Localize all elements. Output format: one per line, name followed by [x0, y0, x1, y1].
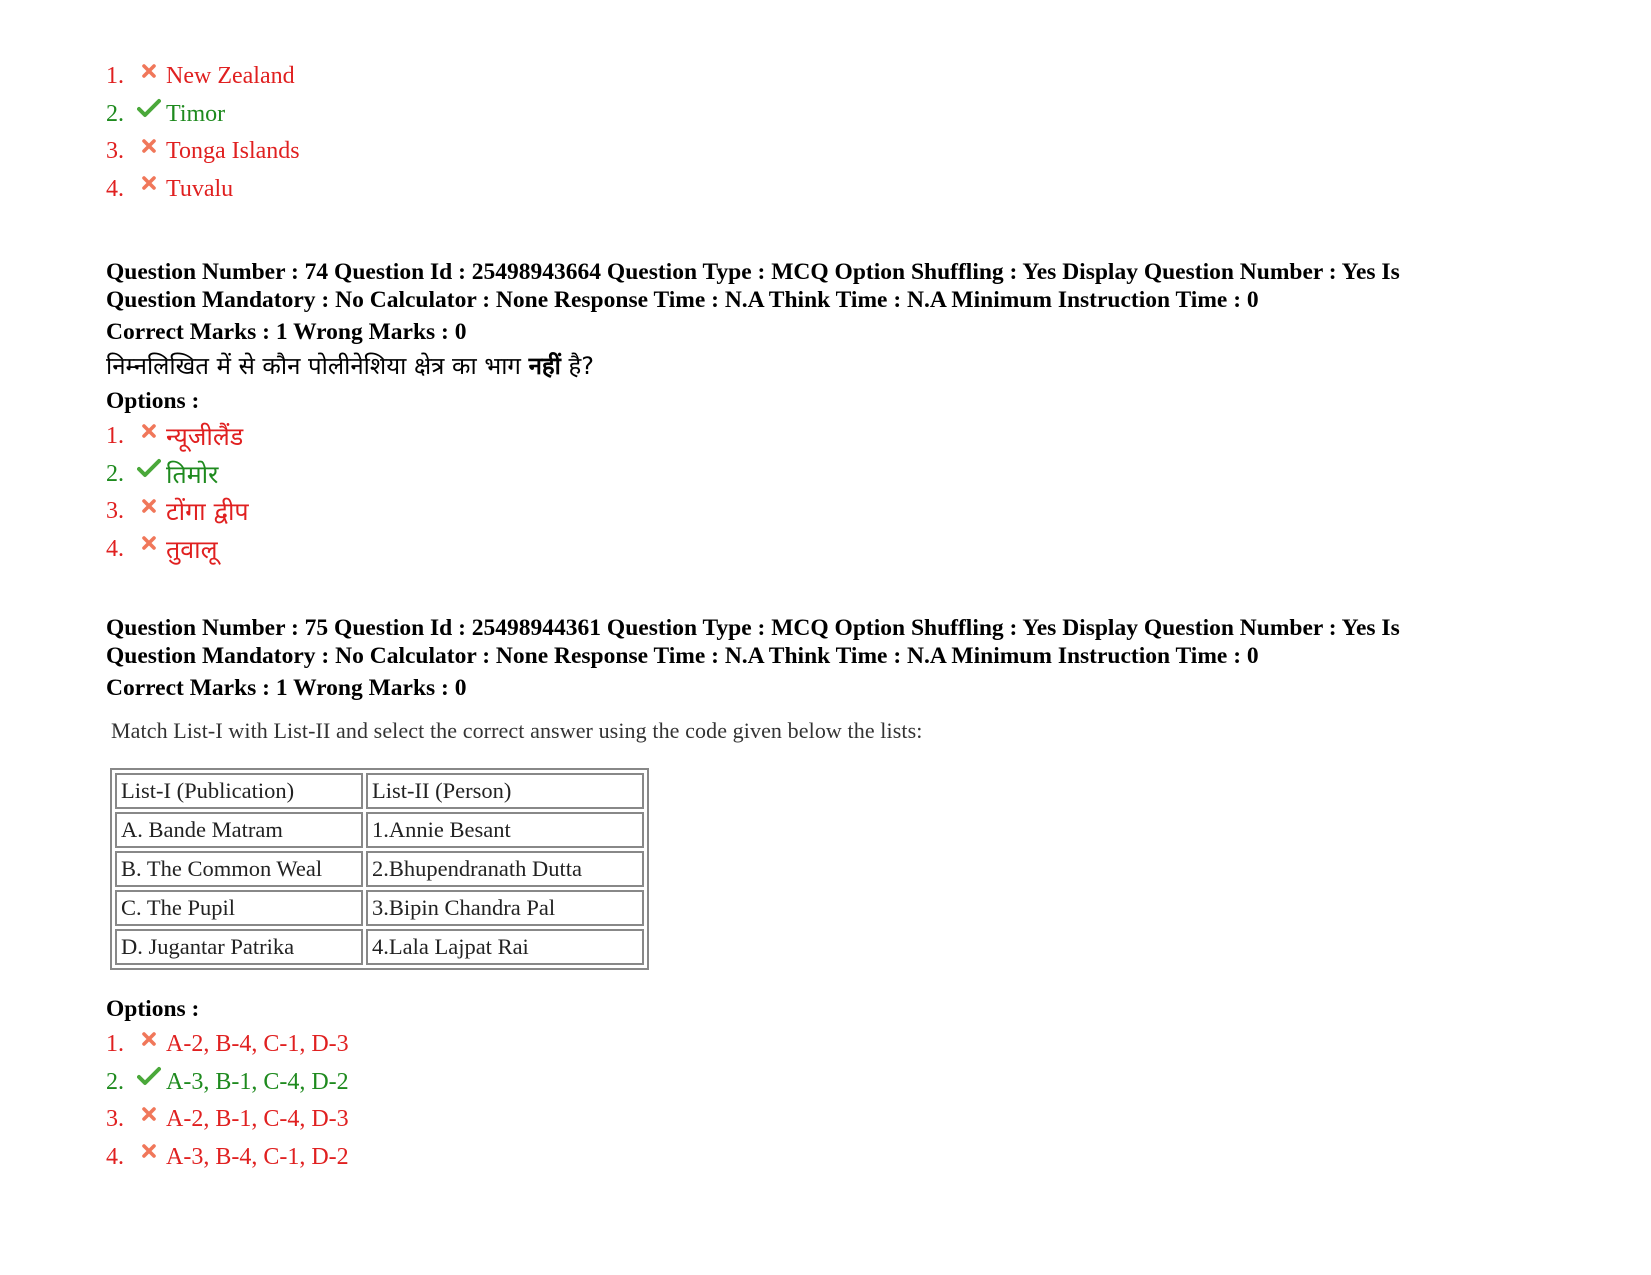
option-number: 3. [106, 138, 124, 164]
table-row [115, 929, 644, 965]
cross-icon [134, 1106, 164, 1122]
option-item [106, 96, 1606, 134]
question-marks: Correct Marks : 1 Wrong Marks : 0 [106, 319, 467, 345]
table-row [115, 890, 644, 926]
meta-line: Question Mandatory : No Calculator : None Response Time : N.A Think Time : N.A Minimum Instruction Time : 0 [106, 643, 1259, 669]
option-text: टोंगा द्वीप [166, 497, 249, 526]
option-item [106, 493, 1606, 531]
meta-line: Question Number : 75 Question Id : 25498944361 Question Type : MCQ Option Shuffling : Yes Display Question Number : Yes Is [106, 615, 1400, 641]
option-item [106, 133, 1606, 171]
option-item [106, 58, 1606, 96]
option-number: 2. [106, 1068, 124, 1095]
table-cell: 2.Bhupendranath Dutta [366, 851, 644, 887]
option-number: 1. [106, 63, 124, 89]
cross-icon [134, 498, 164, 514]
cross-icon [134, 535, 164, 551]
option-number: 1. [106, 1031, 124, 1057]
option-item [106, 531, 1606, 569]
table-cell: 3.Bipin Chandra Pal [366, 890, 644, 926]
option-text: A-2, B-1, C-4, D-3 [166, 1106, 349, 1132]
option-text: Tuvalu [166, 175, 234, 202]
question-text-part: है? [560, 352, 594, 380]
prev-options-list [106, 58, 1606, 208]
option-item [106, 418, 1606, 456]
option-text: A-3, B-1, C-4, D-2 [166, 1068, 349, 1095]
question-75 [106, 614, 1606, 1176]
option-item [106, 1101, 1606, 1139]
options-label: Options : [106, 996, 200, 1022]
option-number: 2. [106, 460, 124, 487]
cross-icon [134, 138, 164, 154]
question-meta [106, 258, 1606, 314]
option-number: 3. [106, 1106, 124, 1132]
question-text-emphasis: नहीं [528, 352, 561, 380]
meta-line: Question Number : 74 Question Id : 25498943664 Question Type : MCQ Option Shuffling : Yes Display Question Number : Yes Is [106, 259, 1400, 285]
option-text: तिमोर [166, 459, 219, 489]
option-number: 4. [106, 535, 124, 562]
option-item [106, 1064, 1606, 1102]
option-text: तुवालू [166, 534, 218, 564]
meta-line: Question Mandatory : No Calculator : None Response Time : N.A Think Time : N.A Minimum Instruction Time : 0 [106, 287, 1259, 313]
document-page [106, 58, 1606, 1176]
cross-icon [134, 175, 164, 191]
option-item [106, 1026, 1606, 1064]
match-table [110, 768, 649, 970]
option-number: 3. [106, 498, 124, 524]
question-text-part: निम्नलिखित में से कौन पोलीनेशिया क्षेत्र का भाग [106, 352, 529, 380]
option-number: 2. [106, 100, 124, 127]
cross-icon [134, 1031, 164, 1047]
table-row [115, 812, 644, 848]
option-item [106, 1139, 1606, 1177]
question-text [106, 348, 1606, 384]
option-text: Timor [166, 100, 226, 127]
option-number: 4. [106, 175, 124, 202]
question-text: Match List-I with List-II and select the correct answer using the code given below the lists: [111, 718, 923, 743]
option-text: न्यूजीलैंड [166, 422, 244, 451]
cross-icon [134, 1143, 164, 1159]
table-header: List-II (Person) [366, 773, 644, 809]
option-text: A-2, B-4, C-1, D-3 [166, 1031, 349, 1057]
table-cell: B. The Common Weal [115, 851, 363, 887]
question-meta [106, 614, 1606, 670]
table-header: List-I (Publication) [115, 773, 363, 809]
table-cell: 4.Lala Lajpat Rai [366, 929, 644, 965]
options-label: Options : [106, 388, 200, 414]
check-icon [134, 98, 164, 118]
option-item [106, 171, 1606, 209]
table-cell: D. Jugantar Patrika [115, 929, 363, 965]
check-icon [134, 1066, 164, 1086]
cross-icon [134, 63, 164, 79]
cross-icon [134, 423, 164, 439]
table-header-row [115, 773, 644, 809]
option-text: A-3, B-4, C-1, D-2 [166, 1143, 349, 1170]
option-text: Tonga Islands [166, 138, 300, 164]
question-74 [106, 258, 1606, 568]
table-cell: A. Bande Matram [115, 812, 363, 848]
option-number: 4. [106, 1143, 124, 1170]
option-number: 1. [106, 423, 124, 449]
table-row [115, 851, 644, 887]
check-icon [134, 458, 164, 478]
table-cell: C. The Pupil [115, 890, 363, 926]
table-cell: 1.Annie Besant [366, 812, 644, 848]
option-text: New Zealand [166, 63, 295, 89]
question-marks: Correct Marks : 1 Wrong Marks : 0 [106, 675, 467, 701]
option-item [106, 456, 1606, 494]
